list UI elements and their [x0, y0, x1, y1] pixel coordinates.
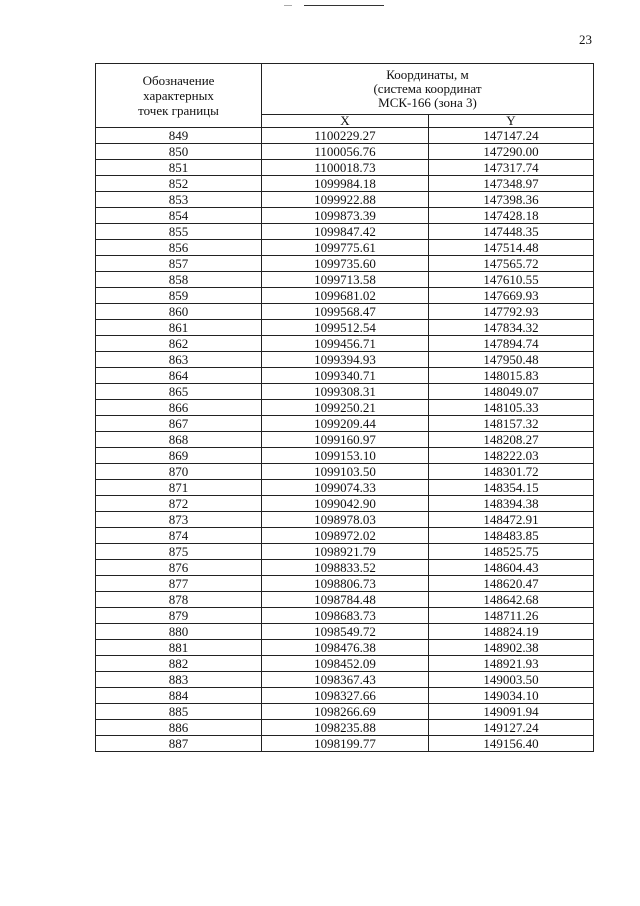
- point-id-cell: 874: [96, 528, 262, 544]
- table-row: [96, 336, 594, 352]
- x-coordinate-cell: 1098683.73: [262, 608, 429, 624]
- point-id-cell: 862: [96, 336, 262, 352]
- table-row: [96, 512, 594, 528]
- y-coordinate-cell: 148394.38: [429, 496, 594, 512]
- y-coordinate-cell: 148921.93: [429, 656, 594, 672]
- point-id-cell: 854: [96, 208, 262, 224]
- point-id-cell: 861: [96, 320, 262, 336]
- table-row: [96, 272, 594, 288]
- table-row: [96, 256, 594, 272]
- point-id-cell: 877: [96, 576, 262, 592]
- table-row: [96, 240, 594, 256]
- table-row: [96, 128, 594, 144]
- table-row: [96, 288, 594, 304]
- y-coordinate-cell: 148711.26: [429, 608, 594, 624]
- x-coordinate-cell: 1099922.88: [262, 192, 429, 208]
- x-coordinate-cell: 1099568.47: [262, 304, 429, 320]
- point-id-cell: 881: [96, 640, 262, 656]
- y-column-header: Y: [429, 115, 594, 128]
- coords-header-line: МСК-166 (зона 3): [378, 95, 477, 110]
- x-coordinate-cell: 1098327.66: [262, 688, 429, 704]
- points-column-header: [96, 64, 262, 128]
- table-row: [96, 208, 594, 224]
- point-id-cell: 858: [96, 272, 262, 288]
- table-row: [96, 448, 594, 464]
- point-id-cell: 866: [96, 400, 262, 416]
- y-coordinate-cell: 147834.32: [429, 320, 594, 336]
- table-row: [96, 464, 594, 480]
- y-coordinate-cell: 148824.19: [429, 624, 594, 640]
- x-coordinate-cell: 1098367.43: [262, 672, 429, 688]
- x-coordinate-cell: 1098921.79: [262, 544, 429, 560]
- table-row: [96, 224, 594, 240]
- x-coordinate-cell: 1099456.71: [262, 336, 429, 352]
- point-id-cell: 879: [96, 608, 262, 624]
- y-coordinate-cell: 148483.85: [429, 528, 594, 544]
- table-row: [96, 656, 594, 672]
- table-row: [96, 624, 594, 640]
- y-coordinate-cell: 147398.36: [429, 192, 594, 208]
- x-coordinate-cell: 1098476.38: [262, 640, 429, 656]
- y-coordinate-cell: 148015.83: [429, 368, 594, 384]
- table-row: [96, 688, 594, 704]
- x-coordinate-cell: 1099250.21: [262, 400, 429, 416]
- point-id-cell: 868: [96, 432, 262, 448]
- y-coordinate-cell: 148902.38: [429, 640, 594, 656]
- y-coordinate-cell: 148049.07: [429, 384, 594, 400]
- coords-header-line: Координаты, м: [386, 67, 469, 82]
- x-coordinate-cell: 1099512.54: [262, 320, 429, 336]
- table-row: [96, 176, 594, 192]
- x-coordinate-cell: 1099847.42: [262, 224, 429, 240]
- table-row: [96, 384, 594, 400]
- y-coordinate-cell: 147147.24: [429, 128, 594, 144]
- x-coordinate-cell: 1099873.39: [262, 208, 429, 224]
- point-id-cell: 872: [96, 496, 262, 512]
- table-row: [96, 304, 594, 320]
- point-id-cell: 886: [96, 720, 262, 736]
- table-row: [96, 544, 594, 560]
- y-coordinate-cell: 147514.48: [429, 240, 594, 256]
- point-id-cell: 884: [96, 688, 262, 704]
- x-coordinate-cell: 1098549.72: [262, 624, 429, 640]
- x-coordinate-cell: 1100056.76: [262, 144, 429, 160]
- point-id-cell: 883: [96, 672, 262, 688]
- y-coordinate-cell: 147290.00: [429, 144, 594, 160]
- table-row: [96, 704, 594, 720]
- point-id-cell: 876: [96, 560, 262, 576]
- coordinates-column-header: [262, 64, 594, 115]
- x-coordinate-cell: 1099681.02: [262, 288, 429, 304]
- y-coordinate-cell: 147950.48: [429, 352, 594, 368]
- table-row: [96, 160, 594, 176]
- y-coordinate-cell: 147894.74: [429, 336, 594, 352]
- points-header-line: характерных: [143, 88, 214, 103]
- x-coordinate-cell: 1099984.18: [262, 176, 429, 192]
- x-coordinate-cell: 1099042.90: [262, 496, 429, 512]
- point-id-cell: 856: [96, 240, 262, 256]
- x-coordinate-cell: 1099340.71: [262, 368, 429, 384]
- header-rule-short: [284, 5, 292, 6]
- x-coordinate-cell: 1099153.10: [262, 448, 429, 464]
- x-coordinate-cell: 1099209.44: [262, 416, 429, 432]
- point-id-cell: 853: [96, 192, 262, 208]
- point-id-cell: 851: [96, 160, 262, 176]
- y-coordinate-cell: 149034.10: [429, 688, 594, 704]
- x-coordinate-cell: 1098235.88: [262, 720, 429, 736]
- x-coordinate-cell: 1098199.77: [262, 736, 429, 752]
- point-id-cell: 849: [96, 128, 262, 144]
- points-header-line: Обозначение: [142, 73, 215, 88]
- y-coordinate-cell: 148472.91: [429, 512, 594, 528]
- point-id-cell: 859: [96, 288, 262, 304]
- y-coordinate-cell: 149127.24: [429, 720, 594, 736]
- point-id-cell: 878: [96, 592, 262, 608]
- table-row: [96, 592, 594, 608]
- point-id-cell: 865: [96, 384, 262, 400]
- coordinates-table: [95, 63, 594, 752]
- point-id-cell: 857: [96, 256, 262, 272]
- y-coordinate-cell: 148604.43: [429, 560, 594, 576]
- page-number: 23: [579, 32, 592, 47]
- x-column-header: X: [262, 115, 429, 128]
- point-id-cell: 850: [96, 144, 262, 160]
- x-coordinate-cell: 1099103.50: [262, 464, 429, 480]
- point-id-cell: 863: [96, 352, 262, 368]
- y-coordinate-cell: 149003.50: [429, 672, 594, 688]
- table-row: [96, 320, 594, 336]
- y-coordinate-cell: 148354.15: [429, 480, 594, 496]
- point-id-cell: 887: [96, 736, 262, 752]
- x-coordinate-cell: 1098266.69: [262, 704, 429, 720]
- x-coordinate-cell: 1098833.52: [262, 560, 429, 576]
- x-coordinate-cell: 1099394.93: [262, 352, 429, 368]
- y-coordinate-cell: 149156.40: [429, 736, 594, 752]
- table-row: [96, 720, 594, 736]
- x-coordinate-cell: 1098784.48: [262, 592, 429, 608]
- x-coordinate-cell: 1098972.02: [262, 528, 429, 544]
- table-body: [96, 128, 594, 752]
- table-row: [96, 144, 594, 160]
- point-id-cell: 875: [96, 544, 262, 560]
- table-row: [96, 432, 594, 448]
- y-coordinate-cell: 147565.72: [429, 256, 594, 272]
- coords-header-line: (система координат: [373, 81, 482, 96]
- table-row: [96, 576, 594, 592]
- table-row: [96, 528, 594, 544]
- y-coordinate-cell: 147348.97: [429, 176, 594, 192]
- table-row: [96, 416, 594, 432]
- point-id-cell: 855: [96, 224, 262, 240]
- y-coordinate-cell: 147317.74: [429, 160, 594, 176]
- point-id-cell: 873: [96, 512, 262, 528]
- y-coordinate-cell: 147428.18: [429, 208, 594, 224]
- x-coordinate-cell: 1099160.97: [262, 432, 429, 448]
- x-coordinate-cell: 1099713.58: [262, 272, 429, 288]
- table-row: [96, 608, 594, 624]
- x-coordinate-cell: 1098806.73: [262, 576, 429, 592]
- y-coordinate-cell: 147448.35: [429, 224, 594, 240]
- y-coordinate-cell: 148105.33: [429, 400, 594, 416]
- point-id-cell: 885: [96, 704, 262, 720]
- y-coordinate-cell: 147669.93: [429, 288, 594, 304]
- table-row: [96, 352, 594, 368]
- y-coordinate-cell: 148222.03: [429, 448, 594, 464]
- table-row: [96, 560, 594, 576]
- x-coordinate-cell: 1099074.33: [262, 480, 429, 496]
- point-id-cell: 870: [96, 464, 262, 480]
- point-id-cell: 880: [96, 624, 262, 640]
- point-id-cell: 864: [96, 368, 262, 384]
- point-id-cell: 871: [96, 480, 262, 496]
- y-coordinate-cell: 148525.75: [429, 544, 594, 560]
- y-coordinate-cell: 148301.72: [429, 464, 594, 480]
- y-coordinate-cell: 148642.68: [429, 592, 594, 608]
- x-coordinate-cell: 1099308.31: [262, 384, 429, 400]
- x-coordinate-cell: 1098452.09: [262, 656, 429, 672]
- x-coordinate-cell: 1098978.03: [262, 512, 429, 528]
- x-coordinate-cell: 1099775.61: [262, 240, 429, 256]
- y-coordinate-cell: 147792.93: [429, 304, 594, 320]
- table-row: [96, 400, 594, 416]
- y-coordinate-cell: 147610.55: [429, 272, 594, 288]
- table-row: [96, 368, 594, 384]
- table-row: [96, 192, 594, 208]
- table-row: [96, 672, 594, 688]
- table-row: [96, 496, 594, 512]
- point-id-cell: 882: [96, 656, 262, 672]
- point-id-cell: 852: [96, 176, 262, 192]
- table-row: [96, 480, 594, 496]
- x-coordinate-cell: 1100018.73: [262, 160, 429, 176]
- point-id-cell: 860: [96, 304, 262, 320]
- points-header-line: точек границы: [138, 103, 219, 118]
- point-id-cell: 869: [96, 448, 262, 464]
- y-coordinate-cell: 148157.32: [429, 416, 594, 432]
- y-coordinate-cell: 148208.27: [429, 432, 594, 448]
- x-coordinate-cell: 1099735.60: [262, 256, 429, 272]
- table-row: [96, 640, 594, 656]
- y-coordinate-cell: 148620.47: [429, 576, 594, 592]
- y-coordinate-cell: 149091.94: [429, 704, 594, 720]
- point-id-cell: 867: [96, 416, 262, 432]
- header-rule: [304, 5, 384, 6]
- x-coordinate-cell: 1100229.27: [262, 128, 429, 144]
- table-row: [96, 736, 594, 752]
